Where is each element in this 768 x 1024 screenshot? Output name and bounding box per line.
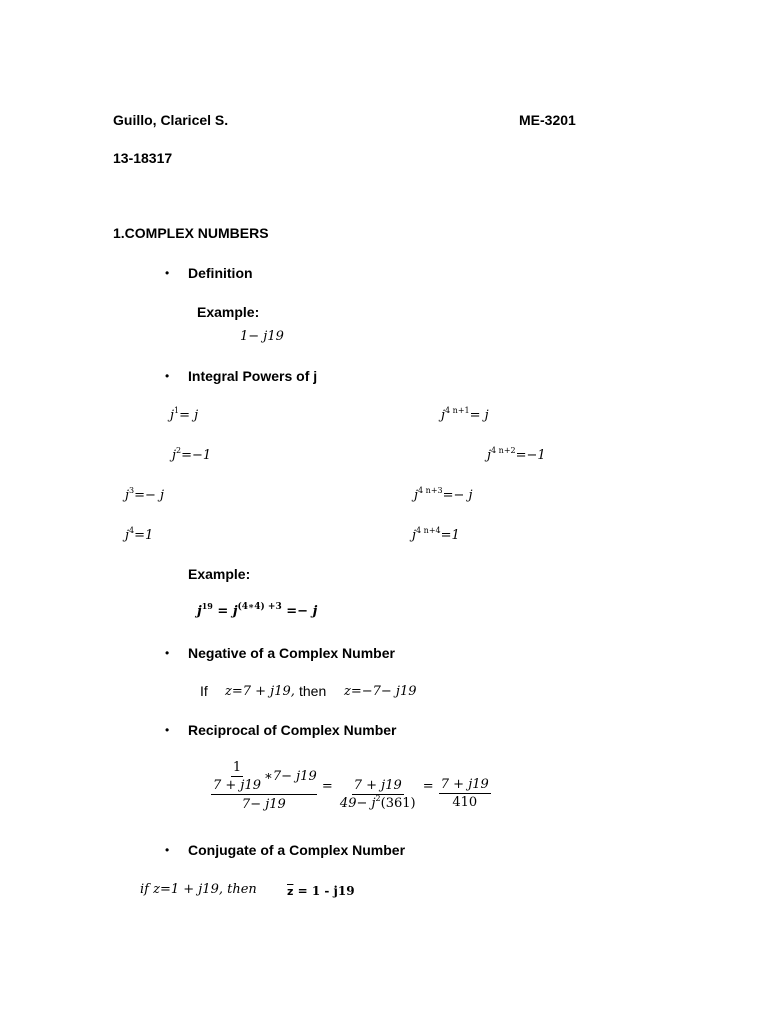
definition-example-math: 1− j19: [240, 329, 284, 344]
author-name: Guillo, Claricel S.: [113, 112, 229, 128]
reciprocal-fraction-3: $\frac{7 + j19}{410}$: [440, 777, 489, 810]
power-j4: $j^4=1$: [125, 526, 154, 543]
bullet-icon: •: [165, 723, 170, 737]
negative-heading: Negative of a Complex Number: [188, 645, 395, 661]
integral-powers-heading: Integral Powers of j: [188, 368, 318, 384]
definition-heading: Definition: [188, 265, 253, 281]
power-j4n1: $j^{4 n+1}= j$: [441, 406, 489, 423]
definition-example-label: Example:: [197, 304, 260, 320]
bullet-icon: •: [165, 369, 170, 383]
section-title: 1.COMPLEX NUMBERS: [113, 225, 269, 241]
bullet-icon: •: [165, 266, 170, 280]
z-bar-symbol: $\overline{z}$: [287, 885, 294, 898]
power-j2: $j^2=-1$: [172, 446, 212, 463]
student-id: 13-18317: [113, 150, 173, 166]
powers-example-math: $j^{19} = j^{(4∗4) +3} =- j$: [197, 601, 318, 619]
power-j3: $j^3=- j$: [125, 486, 165, 503]
negative-then-word: then: [299, 683, 327, 699]
conjugate-if-expression: if z=1 + j19, then: [140, 882, 257, 897]
conjugate-result: $\overline{z} = 1 - j19$: [287, 884, 355, 898]
reciprocal-fraction-2: $\frac{7 + j19}{49- j^2(361)}$: [339, 778, 416, 811]
course-code: ME-3201: [519, 112, 576, 128]
bullet-icon: •: [165, 843, 170, 857]
bullet-icon: •: [165, 646, 170, 660]
power-j4n2: $j^{4 n+2}=-1$: [487, 446, 546, 463]
negative-result: z=−7− j19: [344, 684, 417, 699]
power-j1: $j^1= j$: [170, 406, 199, 423]
power-j4n3: $j^{4 n+3}=- j$: [414, 486, 473, 503]
conjugate-heading: Conjugate of a Complex Number: [188, 842, 406, 858]
reciprocal-heading: Reciprocal of Complex Number: [188, 722, 397, 738]
negative-if-word: If: [200, 683, 208, 699]
reciprocal-equation: $\frac{1}{7 + j19}$ ∗7− j19 7− j19 = $\frac{7 + j19}{49- j^2(361)}$ = $\frac{7 + j19}{410}$: [213, 760, 489, 812]
power-j4n4: $j^{4 n+4}=1$: [412, 526, 460, 543]
reciprocal-fraction-1: $\frac{1}{7 + j19}$ ∗7− j19 7− j19: [213, 760, 317, 812]
negative-z-expression: z=7 + j19,: [225, 684, 295, 699]
powers-example-label: Example:: [188, 566, 251, 582]
